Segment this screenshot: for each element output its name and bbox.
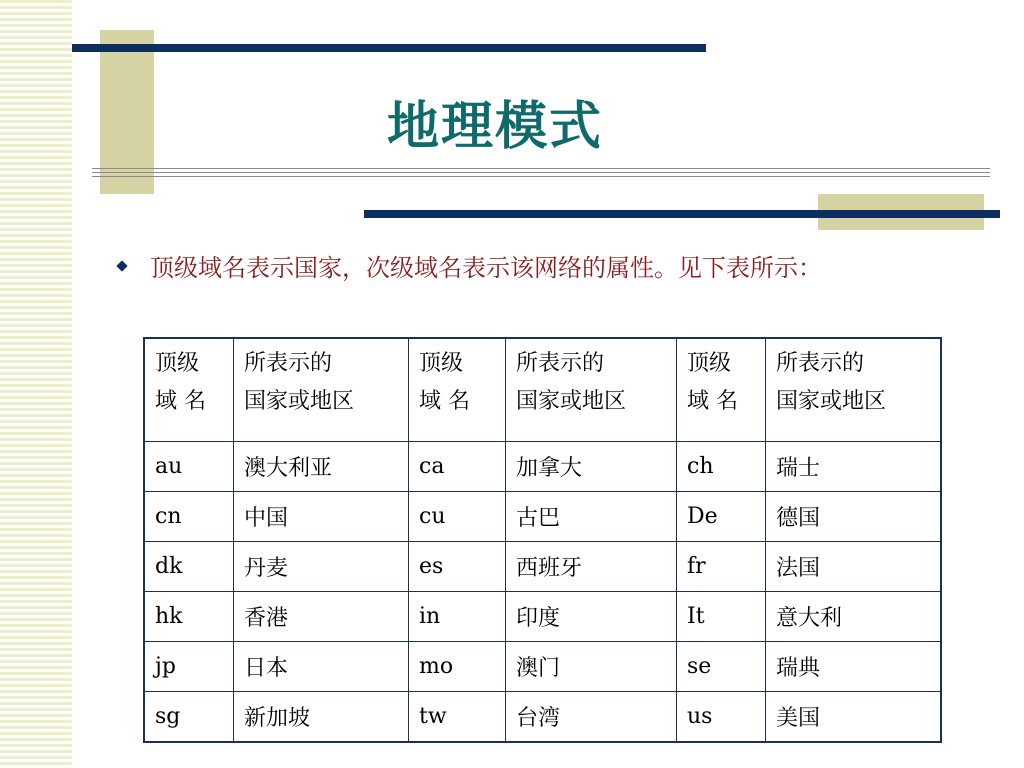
table-row xyxy=(144,542,941,592)
header-cell xyxy=(506,338,677,442)
header-line: 国家或地区 xyxy=(244,389,355,414)
domain-code-cell: in xyxy=(409,592,506,642)
domain-code-cell: ch xyxy=(677,442,766,492)
domain-code-cell: se xyxy=(677,642,766,692)
region-name-cell: 法国 xyxy=(766,542,942,592)
domain-code-cell: mo xyxy=(409,642,506,692)
header-cell xyxy=(234,338,409,442)
table-row xyxy=(144,442,941,492)
bullet-text: 顶级域名表示国家，次级域名表示该网络的属性。见下表所示： xyxy=(150,254,822,282)
region-name-cell: 加拿大 xyxy=(506,442,677,492)
region-name-cell: 西班牙 xyxy=(506,542,677,592)
table-row xyxy=(144,492,941,542)
region-name-cell: 丹麦 xyxy=(234,542,409,592)
header-line: 域 名 xyxy=(687,389,738,414)
table-row xyxy=(144,642,941,692)
region-name-cell: 印度 xyxy=(506,592,677,642)
header-line: 域 名 xyxy=(419,389,470,414)
region-name-cell: 中国 xyxy=(234,492,409,542)
header-line: 国家或地区 xyxy=(776,389,887,414)
decorative-navy-line-top xyxy=(72,44,706,52)
region-name-cell: 古巴 xyxy=(506,492,677,542)
domain-code-cell: It xyxy=(677,592,766,642)
domain-code-cell: sg xyxy=(144,692,234,743)
region-name-cell: 香港 xyxy=(234,592,409,642)
domain-code-cell: es xyxy=(409,542,506,592)
domain-table xyxy=(143,337,942,743)
header-cell xyxy=(409,338,506,442)
divider-rule xyxy=(92,172,990,173)
domain-code-cell: hk xyxy=(144,592,234,642)
header-line: 国家或地区 xyxy=(516,389,627,414)
domain-code-cell: ca xyxy=(409,442,506,492)
region-name-cell: 台湾 xyxy=(506,692,677,743)
domain-code-cell: cu xyxy=(409,492,506,542)
region-name-cell: 意大利 xyxy=(766,592,942,642)
header-line: 所表示的 xyxy=(516,351,605,376)
table-header-row xyxy=(144,338,941,442)
divider-rule xyxy=(92,168,990,169)
diamond-bullet-icon xyxy=(116,260,127,271)
region-name-cell: 澳门 xyxy=(506,642,677,692)
domain-code-cell: us xyxy=(677,692,766,743)
header-line: 顶级 xyxy=(419,351,464,376)
domain-code-cell: dk xyxy=(144,542,234,592)
region-name-cell: 美国 xyxy=(766,692,942,743)
domain-code-cell: cn xyxy=(144,492,234,542)
header-line: 顶级 xyxy=(687,351,732,376)
region-name-cell: 瑞典 xyxy=(766,642,942,692)
domain-code-cell: fr xyxy=(677,542,766,592)
decorative-navy-line-bottom xyxy=(364,210,1000,218)
header-line: 所表示的 xyxy=(244,351,333,376)
domain-code-cell: tw xyxy=(409,692,506,743)
header-line: 所表示的 xyxy=(776,351,865,376)
bullet-point xyxy=(114,248,822,283)
header-cell xyxy=(766,338,942,442)
table-row xyxy=(144,592,941,642)
header-line: 域 名 xyxy=(155,389,206,414)
header-line: 顶级 xyxy=(155,351,200,376)
domain-code-cell: jp xyxy=(144,642,234,692)
region-name-cell: 澳大利亚 xyxy=(234,442,409,492)
region-name-cell: 瑞士 xyxy=(766,442,942,492)
header-cell xyxy=(144,338,234,442)
divider-rule xyxy=(92,176,990,177)
domain-code-cell: De xyxy=(677,492,766,542)
domain-table-container xyxy=(143,337,942,743)
header-cell xyxy=(677,338,766,442)
region-name-cell: 新加坡 xyxy=(234,692,409,743)
slide-title: 地理模式 xyxy=(386,96,603,157)
domain-code-cell: au xyxy=(144,442,234,492)
region-name-cell: 日本 xyxy=(234,642,409,692)
region-name-cell: 德国 xyxy=(766,492,942,542)
table-row xyxy=(144,692,941,743)
